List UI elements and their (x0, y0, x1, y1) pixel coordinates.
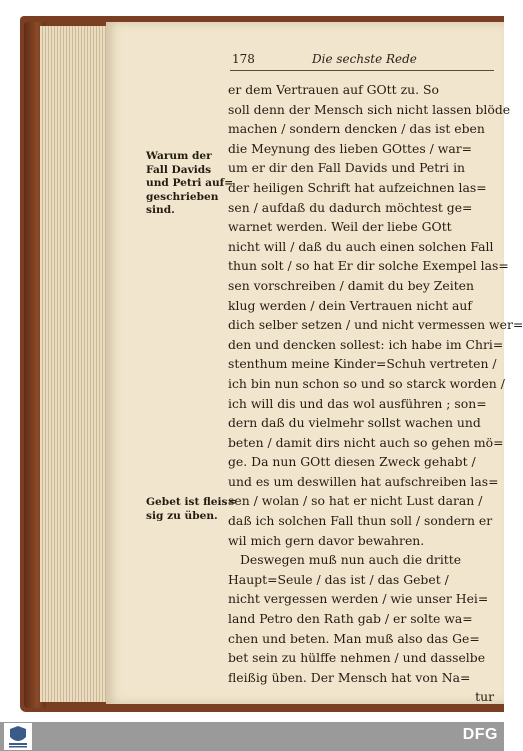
text-line: soll denn der Mensch sich nicht lassen blöde (228, 101, 511, 117)
margin-note-line: sig zu üben. (146, 509, 218, 522)
text-line: klug werden / dein Vertrauen nicht auf (228, 297, 472, 313)
margin-note-line: Gebet ist fleis= (146, 496, 237, 508)
text-line: machen / sondern dencken / das ist eben (228, 121, 485, 137)
text-line: sen / aufdaß du dadurch möchtest ge= (228, 199, 473, 215)
text-line: fleißig üben. Der Mensch hat von Na= (228, 669, 471, 685)
text-line: thun solt / so hat Er dir solche Exempel las= (228, 258, 509, 274)
text-line: warnet werden. Weil der liebe GOtt (228, 219, 452, 235)
text-line: sen vorschreiben / damit du bey Zeiten (228, 277, 474, 293)
margin-note-line: und Petri auf= (146, 177, 234, 189)
text-line: sen / wolan / so hat er nicht Lust daran / (228, 493, 483, 509)
margin-note-line: geschrieben (146, 190, 219, 203)
margin-note-line: sind. (146, 204, 175, 216)
viewer-footer (0, 722, 504, 751)
text-line: bet sein zu hülffe nehmen / und dasselbe (228, 650, 486, 666)
margin-note-1 (146, 150, 234, 218)
page-number: 178 (232, 52, 255, 66)
text-line: stenthum meine Kinder=Schuh vertreten / (228, 356, 497, 372)
margin-note-2 (146, 496, 237, 523)
text-line: und es um deswillen hat aufschreiben las= (228, 473, 499, 489)
header-rule (230, 70, 494, 71)
text-line: dern daß du vielmehr sollst wachen und (228, 415, 481, 431)
page-edges (40, 26, 110, 702)
text-line: Haupt=Seule / das ist / das Gebet / (228, 571, 449, 587)
text-line: nicht vergessen werden / wie unser Hei= (228, 591, 489, 607)
text-line: nicht will / daß du auch einen solchen Fall (228, 238, 494, 254)
text-line: wil mich gern davor bewahren. (228, 532, 425, 548)
page-header (232, 52, 494, 70)
margin-note-line: Warum der (146, 150, 212, 162)
text-line: er dem Vertrauen auf GOtt zu. So (228, 82, 439, 97)
text-line: um er dir den Fall Davids und Petri in (228, 160, 466, 176)
library-logo (4, 723, 32, 750)
body-text (228, 80, 523, 707)
margin-note-line: Fall Davids (146, 163, 212, 176)
text-line: daß ich solchen Fall thun soll / sondern er (228, 513, 493, 529)
catchword: tur (475, 689, 494, 705)
text-line: ge. Da nun GOtt diesen Zweck gehabt / (228, 454, 476, 470)
text-line: der heiligen Schrift hat aufzeichnen las= (228, 179, 487, 195)
text-line: ich bin nun schon so und so starck worden / (228, 375, 505, 391)
text-line: die Meynung des lieben GOttes / war= (228, 140, 473, 156)
text-line: chen und beten. Man muß also das Ge= (228, 630, 480, 646)
text-line: land Petro den Rath gab / er solte wa= (228, 611, 473, 627)
text-line: Deswegen muß nun auch die dritte (240, 552, 462, 568)
running-title: Die sechste Rede (312, 52, 417, 66)
text-line: dich selber setzen / und nicht vermessen wer= (228, 317, 523, 333)
dfg-logo: DFG (462, 726, 498, 743)
text-line: beten / damit dirs nicht auch so gehen mö= (228, 434, 504, 450)
text-line: den und dencken sollest: ich habe im Chri= (228, 336, 504, 352)
text-line: ich will dis und das wol ausführen ; son= (228, 395, 487, 411)
